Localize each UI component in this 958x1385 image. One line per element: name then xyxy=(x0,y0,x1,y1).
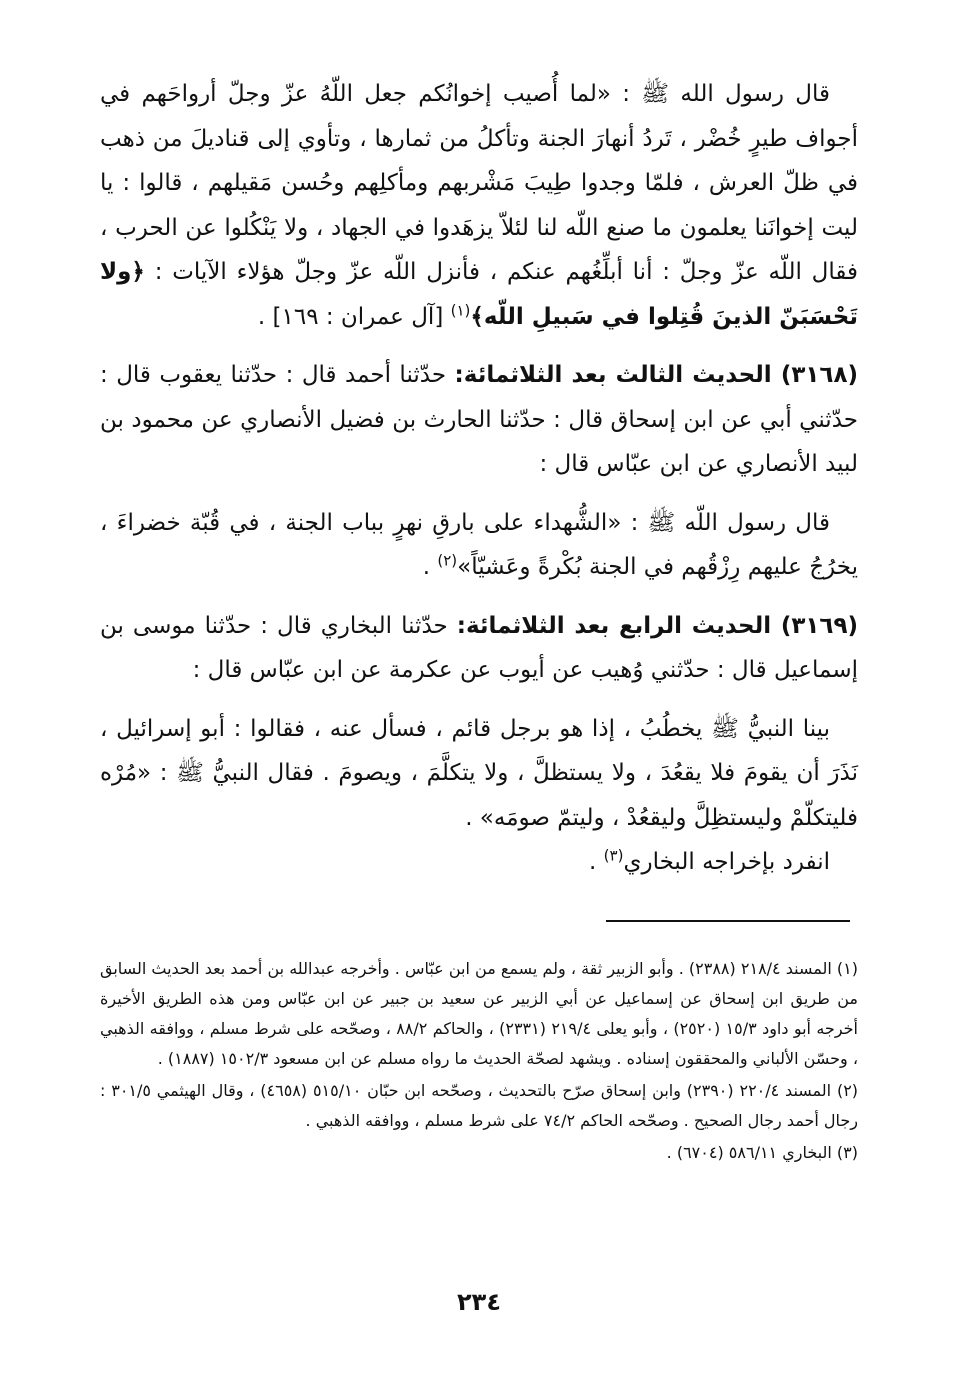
hadith-3169-source-note: انفرد بإخراجه البخاري$^{(٣)}$ . xyxy=(589,846,830,875)
page-number: ٢٣٤ xyxy=(457,1288,501,1316)
footnote-3: (٣) البخاري ٥٨٦/١١ (٦٧٠٤) . xyxy=(666,1143,858,1162)
footnotes-section xyxy=(100,954,858,1170)
footnote-2: (٢) المسند ٢٢٠/٤ (٢٣٩٠) وابن إسحاق صرّح بالتحديث ، وصحّحه ابن حبّان ٥١٥/١٠ (٤٦٥٨) ، وقال الهيثمي ٣٠١/٥ : رجال أحمد رجال الصحيح . وصحّحه الحاكم ٧٤/٢ على شرط مسلم ، ووافقه الذهبي . xyxy=(100,1081,859,1130)
hadith-3168-heading: (٣١٦٨) الحديث الثالث بعد الثلاثمائة: xyxy=(454,362,859,388)
hadith-3168-matn: قال رسول اللّه ﷺ : «الشُّهداء على بارقِ نهرٍ بباب الجنة ، في قُبّة خضراءَ ، يخرُجُ عليهم رِزْقُهم في الجنة بُكْرةً وعَشيّاً»$^{(٢)}$ . xyxy=(100,509,858,580)
quran-quote: ﴿ولا تَحْسَبَنّ الذينَ قُتِلوا في سَبيلِ اللّه﴾ xyxy=(100,259,858,330)
hadith-3169-heading: (٣١٦٩) الحديث الرابع بعد الثلاثمائة: xyxy=(456,612,859,639)
footnote-ref-2[interactable]: (٢) xyxy=(437,551,458,570)
hadith-3168-isnad: (٣١٦٨) الحديث الثالث بعد الثلاثمائة: حدّثنا أحمد قال : حدّثنا يعقوب قال : حدّثني أبي عن ابن إسحاق قال : حدّثنا الحارث بن فضيل الأنصاري عن محمود بن لبيد الأنصاري عن ابن عبّاس قال : xyxy=(100,362,859,477)
footnote-ref-1[interactable]: (١) xyxy=(450,300,471,319)
hadith-3169-isnad: (٣١٦٩) الحديث الرابع بعد الثلاثمائة: حدّثنا البخاري قال : حدّثنا موسى بن إسماعيل قال : حدّثني وُهيب عن أيوب عن عكرمة عن ابن عبّاس قال : xyxy=(100,612,859,683)
footnote-1: (١) المسند ٢١٨/٤ (٢٣٨٨) . وأبو الزبير ثقة ، ولم يسمع من ابن عبّاس . وأخرجه عبدالله بن أحمد بعد الحديث السابق من طريق ابن إسحاق عن إسماعيل عن أبي الزبير عن سعيد بن جبير عن ابن عبّاس ومن هذه الطريق الأخيرة أخرجه أبو داود ١٥/٣ (٢٥٢٠) ، وأبو يعلى ٢١٩/٤ (٢٣٣١) ، والحاكم ٨٨/٢ ، وصحّحه على شرط مسلم ، ووافقه الذهبي ، وحسّن الألباني والمحققون إسناده . ويشهد لصحّة الحديث ما رواه مسلم عن ابن مسعود ١٥٠٢/٣ (١٨٨٧) . xyxy=(100,959,859,1068)
footnote-ref-3[interactable]: (٣) xyxy=(603,846,624,865)
paragraph-hadith-martyrs-souls: قال رسول الله ﷺ : «لما أُصيب إخوانُكم جعل اللّهُ عزّ وجلّ أرواحَهم في أجواف طيرٍ خُضْر ، تَردُ أنهارَ الجنة وتأكلُ من ثمارها ، وتأوي إلى قناديلَ من ذهب في ظلّ العرش ، فلمّا وجدوا طِيبَ مَشْربهم ومأكلِهم وحُسن مَقيلهم ، قالوا : يا ليت إخوانَنا يعلمون ما صنع اللّه لنا لئلاّ يزهَدوا في الجهاد ، ولا يَنْكُلوا عن الحرب ، فقال اللّه عزّ وجلّ : أنا أبلِّغُهم عنكم ، فأنزل اللّه عزّ وجلّ هؤلاء الآيات : ﴿ولا تَحْسَبَنّ الذينَ قُتِلوا في سَبيلِ اللّه﴾$^{(١)}$ [آل عمران : ١٦٩] . xyxy=(100,81,858,330)
hadith-3169-matn: بينا النبيُّ ﷺ يخطُبُ ، إذا هو برجل قائم ، فسأل عنه ، فقالوا : أبو إسرائيل ، نَذَرَ أن يقومَ فلا يقعُدَ ، ولا يستظلَّ ، ولا يتكلَّمَ ، ويصومَ . فقال النبيُّ ﷺ : «مُرْه فليتكلّمْ وليستظِلَّ وليقعُدْ ، وليتمّ صومَه» . xyxy=(100,715,858,831)
footnote-divider xyxy=(606,920,850,922)
